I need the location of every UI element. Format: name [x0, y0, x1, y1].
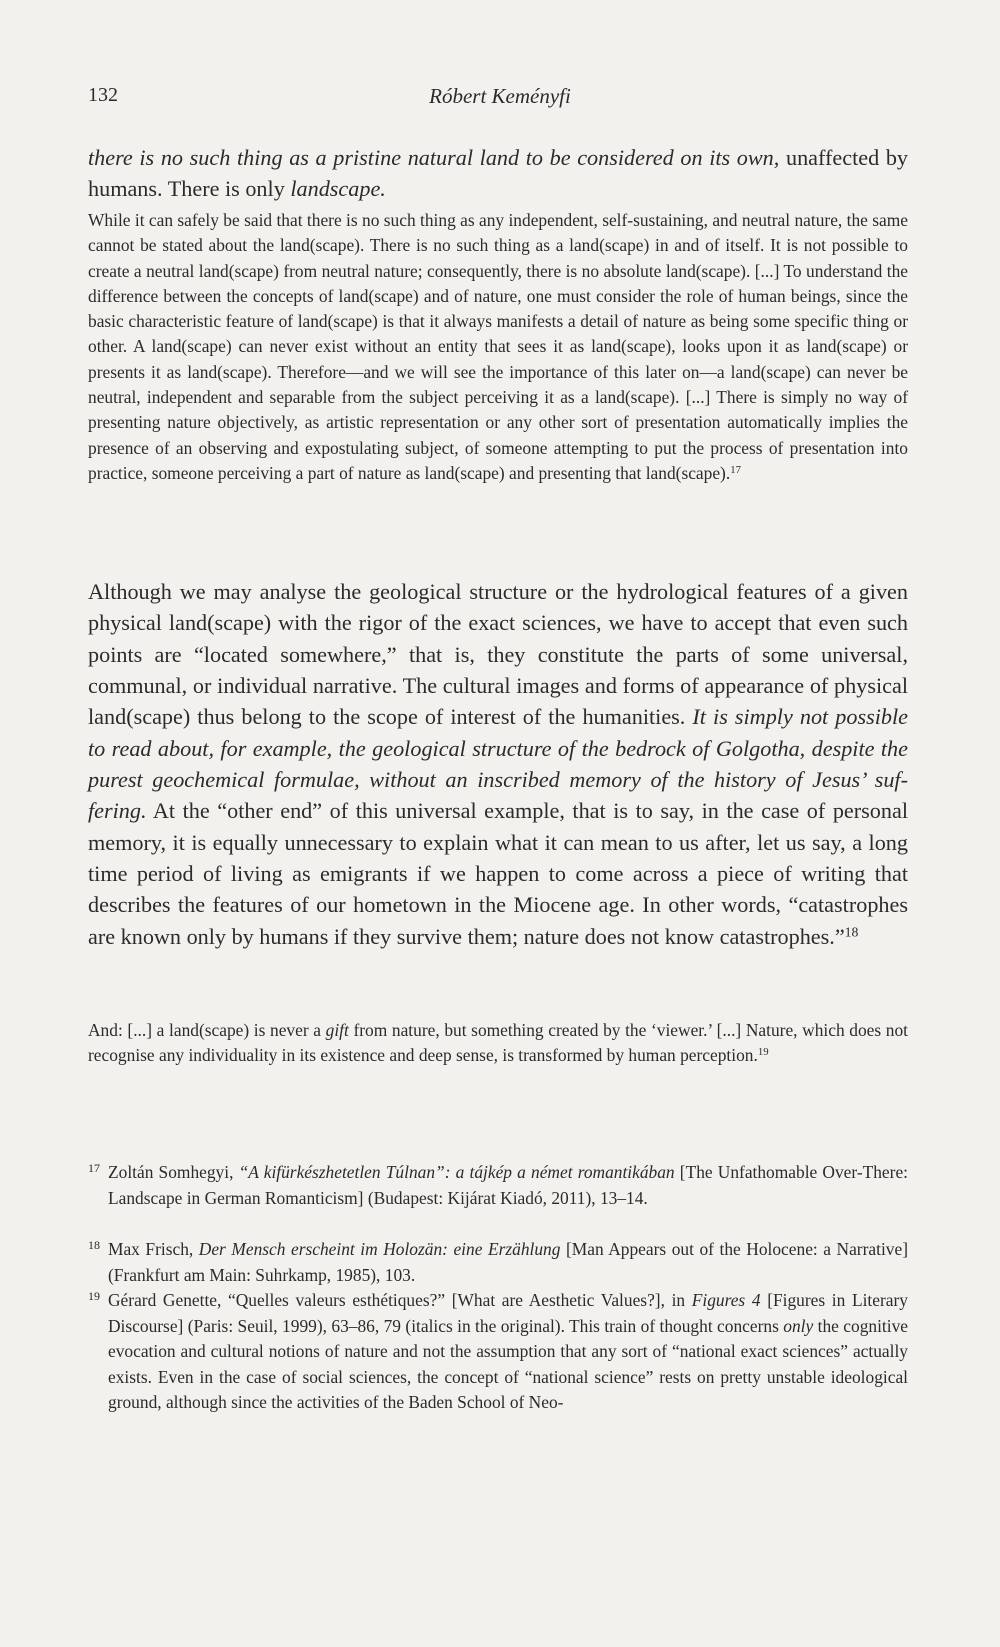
footnote-ref-19: 19 — [757, 1046, 769, 1059]
main-text-italic: It is simply not possible to read about, for example, the geological structure of the bedrock of Golgotha, despite the purest geochemical formulae, without an inscribed memory of the history of Jesus’ suffering. — [88, 704, 909, 824]
footnote-text: [The Unfathomable Over-There: Landscape in German Romanticism] (Budapest: Kijárat Kiadó, 2011), 13–14. — [108, 1162, 908, 1208]
footnote-text: Zoltán Somhegyi, — [108, 1162, 239, 1182]
main-text-part2: At the “other end” of this universal example, that is to say, in the case of personal memory, it is equally unnecessary to explain what it can mean to us after, let us say, a long time period of living as emigrants if we happen to come across a piece of writing that describes the features of our hometown in the Miocene age. In other words, “catastrophes are known only by humans if they survive them; nature does not know catastrophes.” — [88, 798, 908, 949]
footnote-ref-17: 17 — [730, 464, 741, 477]
block-quote-2 — [88, 1018, 908, 1069]
main-text-part1: Although we may analyse the geological structure or the hydrological features of a given physical land(scape) with the rigor of the exact sciences, we have to accept that even such points are “located somewhere,” that is, they constitute the parts of some universal, communal, or individual narrative. The cultural images and forms of appearance of physical land(scape) thus belong to the scope of interest of the humanities. — [88, 579, 908, 730]
intro-italic-end: landscape. — [290, 176, 386, 202]
block-quote-1 — [88, 208, 908, 486]
footnote-17 — [88, 1160, 908, 1211]
footnote-italic-title: Der Mensch erscheint im Holozän: eine Erzählung — [198, 1239, 561, 1259]
footnote-italic-title: Figures 4 — [691, 1290, 761, 1310]
footnote-text: the cognitive evocation and cultural notions of nature and not the assumption that any sort of “national exact sciences” actually exists. Even in the case of social sciences, the concept of “national science” rests on pretty unstable ideological ground, although since the activities of the Baden School of Neo- — [108, 1315, 909, 1413]
footnote-19 — [88, 1288, 908, 1416]
quote1-text: While it can safely be said that there is no such thing as any independent, self-sustaining, and neutral nature, the same cannot be stated about the land(scape). There is no such thing as a land(scape) in and of itself. It is not possible to create a neutral land(scape) from neutral nature; consequently, there is no absolute land(scape). [...] To understand the difference between the concepts of land(scape) and of nature, one must consider the role of human beings, since the basic characteristic feature of land(scape) is that it always manifests a detail of nature as being some specific thing or other. A land(scape) can never exist without an entity that sees it as land(scape), looks upon it as land(scape) or presents it as land(scape). Therefore—and we will see the importance of this later on—a land(scape) can never be neutral, independent and separable from the subject perceiving it as a land(scape). [...] There is simply no way of presenting nature objectively, as artistic representation or any other sort of presentation automatically implies the presence of an observing and expostulating subject, of someone attempting to put the process of presentation into practice, someone perceiving a part of nature as land(scape) and presenting that land(scape). — [88, 210, 908, 483]
footnote-text: Gérard Genette, “Quelles valeurs esthétiques?” [What are Aesthetic Values?], in — [108, 1290, 692, 1310]
footnote-number: 18 — [88, 1238, 100, 1252]
footnote-18 — [88, 1237, 908, 1288]
footnote-italic-word: only — [783, 1315, 814, 1336]
intro-plain-text: unaffected by humans. There is only — [88, 145, 909, 202]
footnote-text: [Figures in Literary Discourse] (Paris: Seuil, 1999), 63–86, 79 (italics in the original). This train of thought concerns — [108, 1290, 908, 1336]
quote2-italic: gift — [325, 1020, 349, 1040]
running-head — [88, 84, 912, 116]
running-title: Róbert Keményfi — [429, 84, 571, 108]
footnote-italic-title: “A kifürkészhetetlen Túlnan”: a tájkép a német romantikában — [238, 1162, 675, 1182]
page-number: 132 — [88, 84, 118, 106]
intro-paragraph — [88, 142, 908, 205]
footnote-number: 17 — [88, 1161, 100, 1175]
quote2-before: And: [...] a land(scape) is never a — [88, 1020, 326, 1040]
footnote-text: Max Frisch, — [108, 1239, 199, 1259]
intro-italic-text: there is no such thing as a pristine natural land to be considered on its own, — [88, 145, 780, 170]
main-paragraph — [88, 576, 908, 952]
footnote-number: 19 — [88, 1289, 100, 1303]
quote2-after: from nature, but something created by the ‘viewer.’ [...] Nature, which does not recognise any individuality in its existence and deep sense, is transformed by human perception. — [88, 1020, 909, 1066]
footnote-ref-18: 18 — [844, 924, 859, 940]
footnote-text: [Man Appears out of the Holocene: a Narrative] (Frankfurt am Main: Suhrkamp, 1985), 103. — [108, 1239, 908, 1285]
